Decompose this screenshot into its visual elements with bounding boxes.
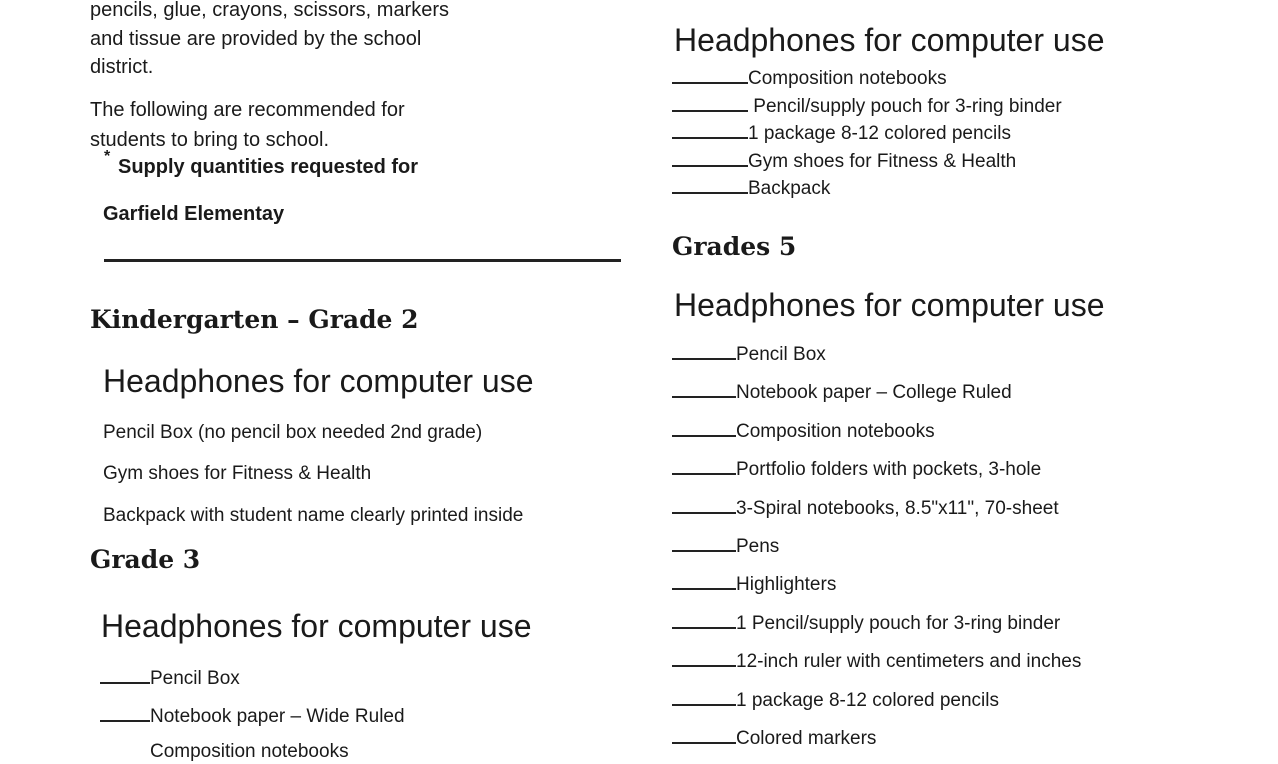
list-item bbox=[672, 342, 826, 367]
item-label: Pens bbox=[736, 536, 780, 557]
item-label: Backpack bbox=[748, 178, 831, 199]
blank-line[interactable] bbox=[672, 94, 748, 112]
kg2-headphones: Headphones for computer use bbox=[103, 363, 534, 399]
list-item bbox=[672, 380, 1012, 405]
list-item bbox=[672, 94, 1062, 119]
blank-line[interactable] bbox=[672, 726, 736, 744]
blank-line[interactable] bbox=[672, 611, 736, 629]
list-item bbox=[672, 419, 935, 444]
list-item: Pencil Box (no pencil box needed 2nd grade) bbox=[103, 422, 483, 443]
list-item bbox=[672, 611, 1060, 636]
blank-line[interactable] bbox=[672, 688, 736, 706]
list-item bbox=[672, 121, 1011, 146]
list-item: Backpack with student name clearly printed inside bbox=[103, 505, 524, 526]
item-label: Pencil/supply pouch for 3-ring binder bbox=[748, 95, 1062, 117]
list-item bbox=[672, 534, 779, 559]
item-label: Pencil Box bbox=[736, 344, 826, 365]
list-item bbox=[100, 666, 240, 691]
item-label: Composition notebooks bbox=[748, 68, 947, 89]
blank-line[interactable] bbox=[672, 176, 748, 194]
list-item bbox=[672, 496, 1059, 521]
list-item bbox=[672, 149, 1016, 174]
blank-line[interactable] bbox=[672, 342, 736, 360]
list-item bbox=[672, 726, 876, 751]
blank-line[interactable] bbox=[100, 666, 150, 684]
item-label: Highlighters bbox=[736, 574, 837, 596]
item-label: Notebook paper – College Ruled bbox=[736, 382, 1012, 404]
divider bbox=[104, 259, 621, 262]
recommend-line: students to bring to school. bbox=[90, 129, 330, 151]
recommend-line: The following are recommended for bbox=[90, 99, 405, 121]
g3-heading: Grade 3 bbox=[90, 545, 201, 574]
blank-line[interactable] bbox=[672, 457, 736, 475]
list-item bbox=[672, 649, 1081, 674]
item-label: 1 Pencil/supply pouch for 3-ring binder bbox=[736, 612, 1061, 634]
blank-line[interactable] bbox=[672, 121, 748, 139]
blank-line[interactable] bbox=[672, 649, 736, 667]
g5-heading: Grades 5 bbox=[672, 232, 797, 261]
g5-headphones: Headphones for computer use bbox=[674, 287, 1105, 323]
item-label: 12-inch ruler with centimeters and inches bbox=[736, 651, 1082, 673]
list-item bbox=[672, 176, 830, 201]
list-item: Gym shoes for Fitness & Health bbox=[103, 463, 372, 484]
blank-line[interactable] bbox=[672, 534, 736, 552]
list-item bbox=[672, 457, 1041, 482]
list-item bbox=[672, 572, 836, 597]
item-label: Pencil Box bbox=[150, 668, 240, 689]
list-item bbox=[672, 688, 999, 713]
item-label: Colored markers bbox=[736, 728, 877, 749]
item-label: 1 package 8-12 colored pencils bbox=[748, 123, 1012, 144]
item-label: Notebook paper – Wide Ruled bbox=[150, 706, 405, 727]
list-item bbox=[672, 66, 947, 91]
asterisk: * bbox=[104, 148, 111, 165]
blank-line[interactable] bbox=[672, 419, 736, 437]
blank-line[interactable] bbox=[100, 704, 150, 722]
supply-note: Supply quantities requested for bbox=[118, 156, 419, 178]
item-label: Composition notebooks bbox=[736, 420, 935, 442]
g4-headphones: Headphones for computer use bbox=[674, 22, 1105, 58]
blank-line[interactable] bbox=[672, 496, 736, 514]
school-name: Garfield Elementay bbox=[103, 203, 285, 225]
item-label: Gym shoes for Fitness & Health bbox=[748, 150, 1017, 172]
intro-line: and tissue are provided by the school bbox=[90, 28, 422, 50]
blank-line[interactable] bbox=[672, 66, 748, 84]
kg2-heading: Kindergarten – Grade 2 bbox=[90, 305, 419, 334]
item-label: 1 package 8-12 colored pencils bbox=[736, 689, 1000, 711]
list-item bbox=[100, 704, 405, 729]
item-label: 3-Spiral notebooks, 8.5"x11", 70-sheet bbox=[736, 497, 1059, 519]
blank-line[interactable] bbox=[672, 149, 748, 167]
g3-headphones: Headphones for computer use bbox=[101, 608, 532, 644]
item-label: Portfolio folders with pockets, 3-hole bbox=[736, 459, 1042, 481]
intro-line: pencils, glue, crayons, scissors, markers bbox=[90, 0, 450, 21]
list-item: Composition notebooks bbox=[150, 741, 349, 762]
blank-line[interactable] bbox=[672, 572, 736, 590]
intro-line: district. bbox=[90, 56, 154, 78]
blank-line[interactable] bbox=[672, 380, 736, 398]
